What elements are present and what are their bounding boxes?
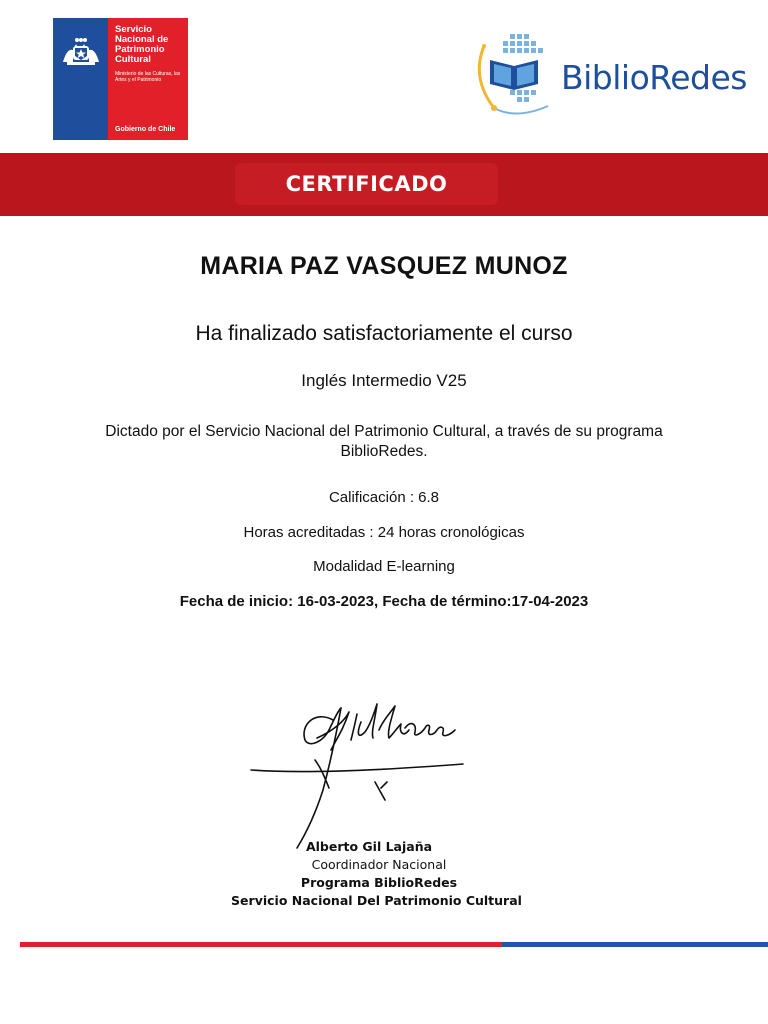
completion-statement: Ha finalizado satisfactoriamente el curso <box>195 322 573 345</box>
course-name: Inglés Intermedio V25 <box>301 371 467 390</box>
certificate-banner <box>0 153 768 216</box>
course-dates: Fecha de inicio: 16-03-2023, Fecha de término:17-04-2023 <box>179 593 589 610</box>
footer-divider <box>20 942 768 947</box>
gov-logo-government: Gobierno de Chile <box>115 126 176 133</box>
logo-blue-panel <box>53 18 108 140</box>
footer-divider-red <box>20 942 502 947</box>
footer-divider-blue <box>502 942 768 947</box>
gov-logo-title: Servicio Nacional de Patrimonio Cultural <box>115 24 169 65</box>
signatory-program: Programa BiblioRedes <box>300 875 458 890</box>
signatory-name: Alberto Gil Lajaña <box>305 839 433 854</box>
logo-red-panel <box>108 18 188 140</box>
signatory-title: Coordinador Nacional <box>311 857 447 872</box>
book-globe-icon <box>466 28 561 123</box>
signatory-block <box>0 838 768 910</box>
signatory-institution: Servicio Nacional Del Patrimonio Cultural <box>231 893 522 908</box>
dictated-by-text: Dictado por el Servicio Nacional del Patrimonio Cultural, a través de su programa BiblioRedes. <box>105 423 663 460</box>
gobierno-chile-logo <box>53 18 188 140</box>
modality-text: Modalidad E-learning <box>313 558 455 575</box>
chile-coat-of-arms-icon <box>53 18 108 140</box>
certificate-banner-label: CERTIFICADO <box>235 163 498 205</box>
gov-logo-ministry: Ministerio de las Culturas, las Artes y el Patrimonio <box>115 71 181 83</box>
recipient-name: MARIA PAZ VASQUEZ MUNOZ <box>200 252 568 280</box>
grade-text: Calificación : 6.8 <box>328 489 440 506</box>
handwritten-signature <box>245 690 475 850</box>
biblioredes-wordmark: BiblioRedes <box>561 58 747 97</box>
biblioredes-logo <box>466 28 747 123</box>
hours-text: Horas acreditadas : 24 horas cronológicas <box>243 524 525 541</box>
